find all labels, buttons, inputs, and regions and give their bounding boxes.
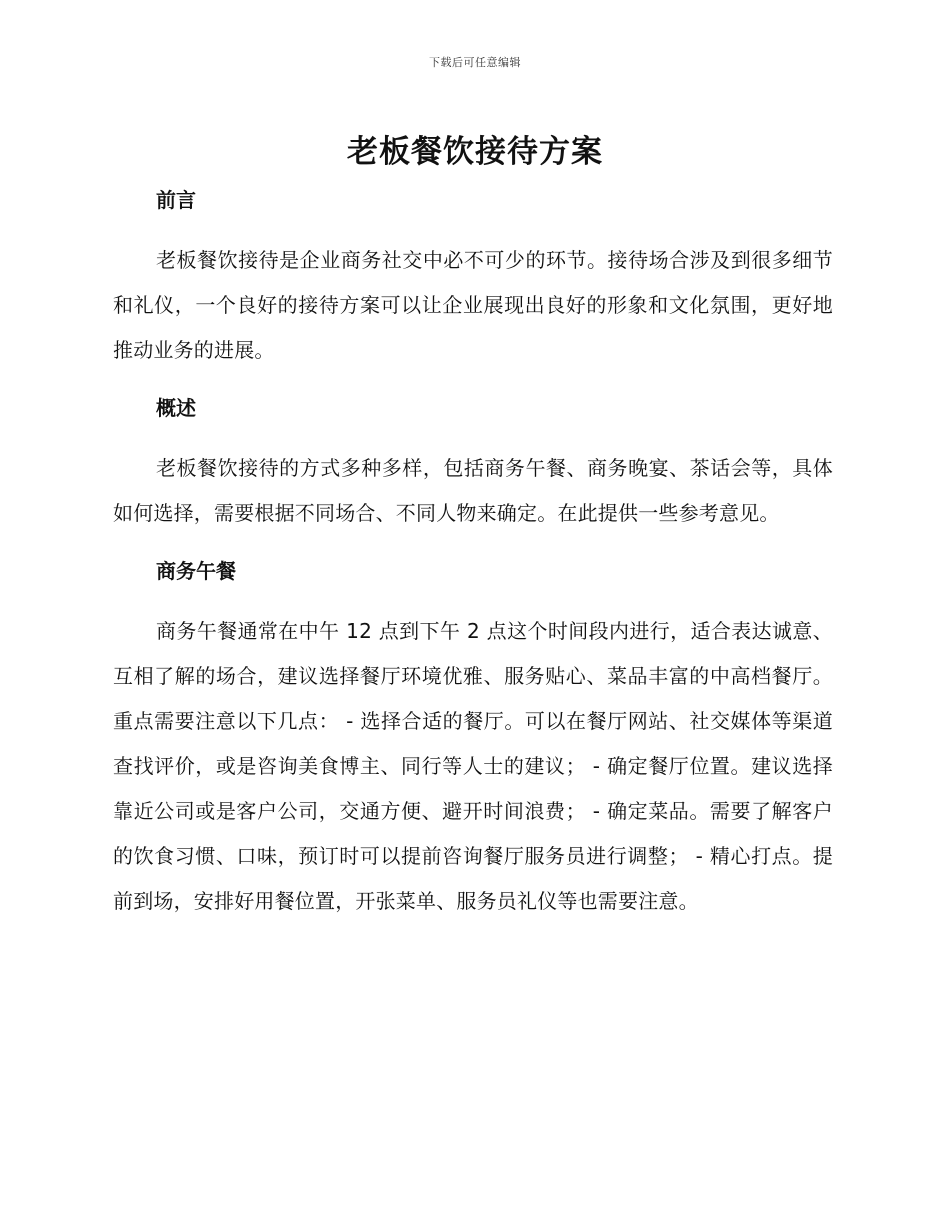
document-title: 老板餐饮接待方案 (347, 134, 603, 170)
section-heading: 概述 (156, 396, 196, 420)
section-overview (113, 391, 833, 536)
page-header-note: 下载后可任意编辑 (429, 56, 521, 69)
section-paragraph: 商务午餐通常在中午 12 点到下午 2 点这个时间段内进行，适合表达诚意、互相了解的场合，建议选择餐厅环境优雅、服务贴心、菜品丰富的中高档餐厅。重点需要注意以下几点： - 选择合适的餐厅。可以在餐厅网站、社交媒体等渠道查找评价，或是咨询美食博主、同行等人士的建议； - 确定餐厅位置。建议选择靠近公司或是客户公司，交通方便、避开时间浪费； - 确定菜品。需要了解客户的饮食习惯、口味，预订时可以提前咨询餐厅服务员进行调整； - 精心打点。提前到场，安排好用餐位置，开张菜单、服务员礼仪等也需要注意。 (113, 619, 833, 913)
section-heading: 前言 (156, 188, 196, 212)
section-preface (113, 183, 833, 373)
document-body (113, 183, 833, 924)
section-heading: 商务午餐 (156, 559, 236, 583)
section-business-lunch (113, 554, 833, 924)
section-paragraph: 老板餐饮接待的方式多种多样，包括商务午餐、商务晚宴、茶话会等，具体如何选择，需要根据不同场合、不同人物来确定。在此提供一些参考意见。 (113, 456, 833, 525)
section-paragraph: 老板餐饮接待是企业商务社交中必不可少的环节。接待场合涉及到很多细节和礼仪，一个良好的接待方案可以让企业展现出良好的形象和文化氛围，更好地推动业务的进展。 (113, 248, 833, 362)
